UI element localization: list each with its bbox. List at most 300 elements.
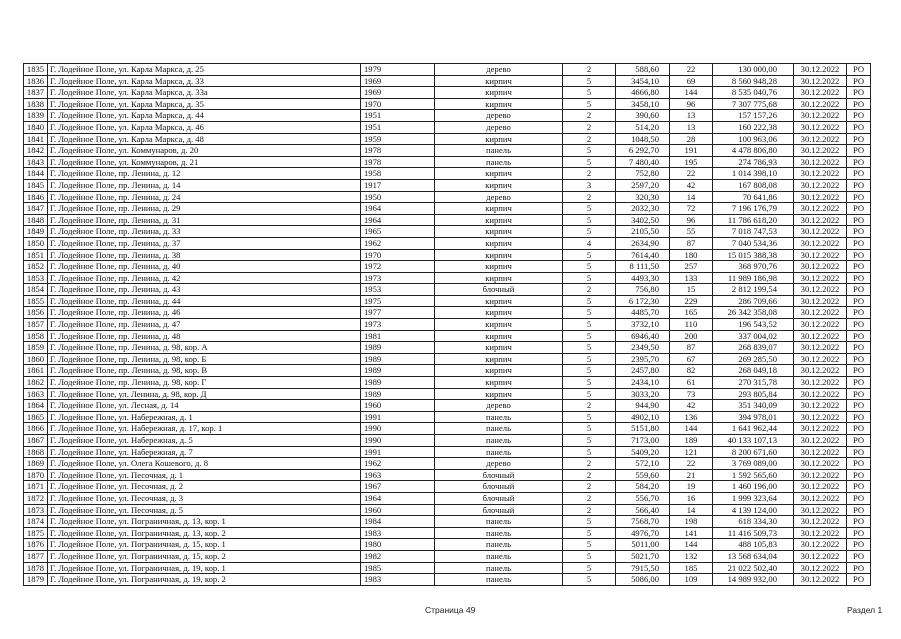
date-cell: 30.12.2022 (794, 330, 847, 342)
year-cell: 1985 (361, 562, 435, 574)
year-cell: 1984 (361, 516, 435, 528)
area-cell: 756,80 (616, 284, 670, 296)
date-cell: 30.12.2022 (794, 435, 847, 447)
address-cell: Г. Лодейное Поле, ул. Пограничная, д. 13, кор. 1 (48, 516, 361, 528)
table-row (24, 365, 871, 377)
apartments-cell: 195 (670, 156, 713, 168)
year-cell: 1978 (361, 156, 435, 168)
area-cell: 4493,30 (616, 272, 670, 284)
row-number-cell: 1844 (24, 168, 48, 180)
page-number: Страница 49 (425, 605, 476, 615)
row-number-cell: 1870 (24, 469, 48, 481)
table-row (24, 75, 871, 87)
table-row (24, 319, 871, 331)
region-cell: РО (847, 527, 871, 539)
year-cell: 1953 (361, 284, 435, 296)
area-cell: 559,60 (616, 469, 670, 481)
address-cell: Г. Лодейное Поле, ул. Пограничная, д. 19, кор. 1 (48, 562, 361, 574)
table-row (24, 504, 871, 516)
address-cell: Г. Лодейное Поле, пр. Ленина, д. 47 (48, 319, 361, 331)
date-cell: 30.12.2022 (794, 574, 847, 586)
material-cell: панель (435, 423, 563, 435)
area-cell: 584,20 (616, 481, 670, 493)
address-cell: Г. Лодейное Поле, пр. Ленина, д. 98, кор. Г (48, 377, 361, 389)
floors-cell: 5 (563, 203, 616, 215)
region-cell: РО (847, 64, 871, 76)
floors-cell: 5 (563, 226, 616, 238)
table-row (24, 214, 871, 226)
region-cell: РО (847, 307, 871, 319)
region-cell: РО (847, 284, 871, 296)
region-cell: РО (847, 261, 871, 273)
floors-cell: 2 (563, 458, 616, 470)
material-cell: кирпич (435, 272, 563, 284)
date-cell: 30.12.2022 (794, 516, 847, 528)
apartments-cell: 132 (670, 550, 713, 562)
cost-cell: 15 015 388,38 (713, 249, 794, 261)
material-cell: блочный (435, 481, 563, 493)
material-cell: панель (435, 516, 563, 528)
region-cell: РО (847, 75, 871, 87)
cost-cell: 157 157,26 (713, 110, 794, 122)
row-number-cell: 1857 (24, 319, 48, 331)
table-row (24, 98, 871, 110)
floors-cell: 5 (563, 214, 616, 226)
row-number-cell: 1858 (24, 330, 48, 342)
region-cell: РО (847, 168, 871, 180)
floors-cell: 5 (563, 145, 616, 157)
apartments-cell: 136 (670, 411, 713, 423)
region-cell: РО (847, 145, 871, 157)
region-cell: РО (847, 481, 871, 493)
date-cell: 30.12.2022 (794, 249, 847, 261)
material-cell: кирпич (435, 249, 563, 261)
region-cell: РО (847, 133, 871, 145)
apartments-cell: 87 (670, 342, 713, 354)
apartments-cell: 133 (670, 272, 713, 284)
year-cell: 1989 (361, 377, 435, 389)
area-cell: 2634,90 (616, 237, 670, 249)
floors-cell: 5 (563, 562, 616, 574)
floors-cell: 2 (563, 191, 616, 203)
cost-cell: 8 200 671,60 (713, 446, 794, 458)
area-cell: 7 480,40 (616, 156, 670, 168)
apartments-cell: 21 (670, 469, 713, 481)
address-cell: Г. Лодейное Поле, ул. Коммунаров, д. 20 (48, 145, 361, 157)
date-cell: 30.12.2022 (794, 469, 847, 481)
material-cell: кирпич (435, 330, 563, 342)
year-cell: 1951 (361, 110, 435, 122)
area-cell: 390,60 (616, 110, 670, 122)
row-number-cell: 1849 (24, 226, 48, 238)
cost-cell: 4 478 806,80 (713, 145, 794, 157)
table-row (24, 226, 871, 238)
table-row (24, 156, 871, 168)
date-cell: 30.12.2022 (794, 64, 847, 76)
apartments-cell: 185 (670, 562, 713, 574)
date-cell: 30.12.2022 (794, 539, 847, 551)
apartments-cell: 15 (670, 284, 713, 296)
table-row (24, 516, 871, 528)
floors-cell: 5 (563, 527, 616, 539)
table-row (24, 411, 871, 423)
year-cell: 1917 (361, 179, 435, 191)
date-cell: 30.12.2022 (794, 400, 847, 412)
region-cell: РО (847, 226, 871, 238)
row-number-cell: 1874 (24, 516, 48, 528)
cost-cell: 268 839,07 (713, 342, 794, 354)
region-cell: РО (847, 458, 871, 470)
apartments-cell: 16 (670, 492, 713, 504)
apartments-cell: 189 (670, 435, 713, 447)
apartments-cell: 14 (670, 191, 713, 203)
apartments-cell: 96 (670, 98, 713, 110)
table-row (24, 481, 871, 493)
apartments-cell: 14 (670, 504, 713, 516)
address-cell: Г. Лодейное Поле, ул. Песочная, д. 3 (48, 492, 361, 504)
row-number-cell: 1867 (24, 435, 48, 447)
floors-cell: 5 (563, 365, 616, 377)
apartments-cell: 191 (670, 145, 713, 157)
apartments-cell: 19 (670, 481, 713, 493)
floors-cell: 5 (563, 539, 616, 551)
floors-cell: 5 (563, 423, 616, 435)
address-cell: Г. Лодейное Поле, ул. Пограничная, д. 13, кор. 2 (48, 527, 361, 539)
area-cell: 2597,20 (616, 179, 670, 191)
region-cell: РО (847, 319, 871, 331)
row-number-cell: 1873 (24, 504, 48, 516)
apartments-cell: 82 (670, 365, 713, 377)
address-cell: Г. Лодейное Поле, ул. Песочная, д. 1 (48, 469, 361, 481)
area-cell: 2032,30 (616, 203, 670, 215)
material-cell: кирпич (435, 295, 563, 307)
cost-cell: 7 018 747,53 (713, 226, 794, 238)
row-number-cell: 1859 (24, 342, 48, 354)
cost-cell: 7 040 534,36 (713, 237, 794, 249)
region-cell: РО (847, 539, 871, 551)
date-cell: 30.12.2022 (794, 121, 847, 133)
row-number-cell: 1854 (24, 284, 48, 296)
material-cell: дерево (435, 110, 563, 122)
year-cell: 1973 (361, 319, 435, 331)
year-cell: 1970 (361, 98, 435, 110)
apartments-cell: 22 (670, 458, 713, 470)
row-number-cell: 1843 (24, 156, 48, 168)
row-number-cell: 1864 (24, 400, 48, 412)
apartments-cell: 141 (670, 527, 713, 539)
date-cell: 30.12.2022 (794, 168, 847, 180)
year-cell: 1962 (361, 237, 435, 249)
floors-cell: 2 (563, 492, 616, 504)
area-cell: 5086,00 (616, 574, 670, 586)
row-number-cell: 1865 (24, 411, 48, 423)
area-cell: 5011,00 (616, 539, 670, 551)
row-number-cell: 1876 (24, 539, 48, 551)
housing-table (23, 63, 871, 586)
year-cell: 1960 (361, 400, 435, 412)
apartments-cell: 257 (670, 261, 713, 273)
date-cell: 30.12.2022 (794, 261, 847, 273)
date-cell: 30.12.2022 (794, 110, 847, 122)
date-cell: 30.12.2022 (794, 237, 847, 249)
apartments-cell: 165 (670, 307, 713, 319)
floors-cell: 5 (563, 75, 616, 87)
material-cell: кирпич (435, 87, 563, 99)
cost-cell: 286 709,66 (713, 295, 794, 307)
year-cell: 1989 (361, 388, 435, 400)
row-number-cell: 1847 (24, 203, 48, 215)
year-cell: 1960 (361, 504, 435, 516)
cost-cell: 70 641,86 (713, 191, 794, 203)
material-cell: кирпич (435, 261, 563, 273)
floors-cell: 5 (563, 249, 616, 261)
year-cell: 1982 (361, 550, 435, 562)
date-cell: 30.12.2022 (794, 365, 847, 377)
area-cell: 2105,50 (616, 226, 670, 238)
cost-cell: 274 786,93 (713, 156, 794, 168)
material-cell: кирпич (435, 133, 563, 145)
row-number-cell: 1860 (24, 353, 48, 365)
region-cell: РО (847, 492, 871, 504)
area-cell: 3458,10 (616, 98, 670, 110)
cost-cell: 196 543,52 (713, 319, 794, 331)
address-cell: Г. Лодейное Поле, ул. Набережная, д. 5 (48, 435, 361, 447)
year-cell: 1964 (361, 492, 435, 504)
cost-cell: 8 560 948,28 (713, 75, 794, 87)
cost-cell: 368 970,76 (713, 261, 794, 273)
date-cell: 30.12.2022 (794, 179, 847, 191)
apartments-cell: 42 (670, 179, 713, 191)
region-cell: РО (847, 98, 871, 110)
row-number-cell: 1837 (24, 87, 48, 99)
material-cell: дерево (435, 400, 563, 412)
area-cell: 4485,70 (616, 307, 670, 319)
area-cell: 320,30 (616, 191, 670, 203)
table-row (24, 388, 871, 400)
date-cell: 30.12.2022 (794, 342, 847, 354)
cost-cell: 13 568 634,04 (713, 550, 794, 562)
floors-cell: 5 (563, 156, 616, 168)
row-number-cell: 1839 (24, 110, 48, 122)
table-row (24, 284, 871, 296)
apartments-cell: 144 (670, 423, 713, 435)
table-row (24, 353, 871, 365)
row-number-cell: 1866 (24, 423, 48, 435)
apartments-cell: 13 (670, 110, 713, 122)
cost-cell: 3 769 089,00 (713, 458, 794, 470)
area-cell: 8 111,50 (616, 261, 670, 273)
area-cell: 2395,70 (616, 353, 670, 365)
material-cell: кирпич (435, 98, 563, 110)
region-cell: РО (847, 435, 871, 447)
table-row (24, 203, 871, 215)
area-cell: 6 172,30 (616, 295, 670, 307)
year-cell: 1980 (361, 539, 435, 551)
address-cell: Г. Лодейное Поле, ул. Песочная, д. 2 (48, 481, 361, 493)
area-cell: 2349,50 (616, 342, 670, 354)
material-cell: кирпич (435, 319, 563, 331)
apartments-cell: 110 (670, 319, 713, 331)
date-cell: 30.12.2022 (794, 191, 847, 203)
cost-cell: 167 808,08 (713, 179, 794, 191)
table-row (24, 179, 871, 191)
year-cell: 1989 (361, 353, 435, 365)
address-cell: Г. Лодейное Поле, ул. Набережная, д. 1 (48, 411, 361, 423)
date-cell: 30.12.2022 (794, 446, 847, 458)
floors-cell: 2 (563, 168, 616, 180)
row-number-cell: 1878 (24, 562, 48, 574)
apartments-cell: 69 (670, 75, 713, 87)
address-cell: Г. Лодейное Поле, ул. Пограничная, д. 19, кор. 2 (48, 574, 361, 586)
region-cell: РО (847, 87, 871, 99)
year-cell: 1970 (361, 249, 435, 261)
area-cell: 752,80 (616, 168, 670, 180)
row-number-cell: 1845 (24, 179, 48, 191)
area-cell: 5021,70 (616, 550, 670, 562)
table-row (24, 307, 871, 319)
area-cell: 2457,80 (616, 365, 670, 377)
region-cell: РО (847, 249, 871, 261)
material-cell: кирпич (435, 214, 563, 226)
region-cell: РО (847, 121, 871, 133)
floors-cell: 2 (563, 469, 616, 481)
area-cell: 588,60 (616, 64, 670, 76)
area-cell: 4976,70 (616, 527, 670, 539)
cost-cell: 100 963,06 (713, 133, 794, 145)
cost-cell: 270 315,78 (713, 377, 794, 389)
address-cell: Г. Лодейное Поле, ул. Лесная, д. 14 (48, 400, 361, 412)
table-row (24, 110, 871, 122)
floors-cell: 5 (563, 272, 616, 284)
cost-cell: 7 196 176,79 (713, 203, 794, 215)
row-number-cell: 1842 (24, 145, 48, 157)
year-cell: 1991 (361, 446, 435, 458)
table-row (24, 550, 871, 562)
address-cell: Г. Лодейное Поле, пр. Ленина, д. 24 (48, 191, 361, 203)
area-cell: 3033,20 (616, 388, 670, 400)
date-cell: 30.12.2022 (794, 423, 847, 435)
material-cell: кирпич (435, 203, 563, 215)
row-number-cell: 1877 (24, 550, 48, 562)
address-cell: Г. Лодейное Поле, пр. Ленина, д. 12 (48, 168, 361, 180)
year-cell: 1965 (361, 226, 435, 238)
row-number-cell: 1850 (24, 237, 48, 249)
floors-cell: 2 (563, 133, 616, 145)
cost-cell: 618 334,30 (713, 516, 794, 528)
area-cell: 3454,10 (616, 75, 670, 87)
apartments-cell: 144 (670, 87, 713, 99)
row-number-cell: 1855 (24, 295, 48, 307)
table-row (24, 168, 871, 180)
address-cell: Г. Лодейное Поле, пр. Ленина, д. 38 (48, 249, 361, 261)
row-number-cell: 1863 (24, 388, 48, 400)
cost-cell: 21 022 502,40 (713, 562, 794, 574)
material-cell: панель (435, 527, 563, 539)
date-cell: 30.12.2022 (794, 353, 847, 365)
area-cell: 514,20 (616, 121, 670, 133)
apartments-cell: 200 (670, 330, 713, 342)
table-row (24, 249, 871, 261)
floors-cell: 5 (563, 377, 616, 389)
area-cell: 7915,50 (616, 562, 670, 574)
material-cell: кирпич (435, 75, 563, 87)
address-cell: Г. Лодейное Поле, ул. Карла Маркса, д. 46 (48, 121, 361, 133)
material-cell: дерево (435, 458, 563, 470)
row-number-cell: 1840 (24, 121, 48, 133)
year-cell: 1973 (361, 272, 435, 284)
material-cell: кирпич (435, 353, 563, 365)
table-body (24, 64, 871, 586)
apartments-cell: 109 (670, 574, 713, 586)
apartments-cell: 198 (670, 516, 713, 528)
region-cell: РО (847, 411, 871, 423)
area-cell: 5409,20 (616, 446, 670, 458)
cost-cell: 11 416 509,73 (713, 527, 794, 539)
region-cell: РО (847, 214, 871, 226)
address-cell: Г. Лодейное Поле, пр. Ленина, д. 40 (48, 261, 361, 273)
region-cell: РО (847, 330, 871, 342)
area-cell: 5151,80 (616, 423, 670, 435)
table-row (24, 574, 871, 586)
floors-cell: 2 (563, 110, 616, 122)
material-cell: кирпич (435, 307, 563, 319)
area-cell: 6946,40 (616, 330, 670, 342)
floors-cell: 5 (563, 261, 616, 273)
floors-cell: 2 (563, 64, 616, 76)
apartments-cell: 96 (670, 214, 713, 226)
cost-cell: 394 978,01 (713, 411, 794, 423)
area-cell: 3402,50 (616, 214, 670, 226)
table-row (24, 330, 871, 342)
address-cell: Г. Лодейное Поле, пр. Ленина, д. 46 (48, 307, 361, 319)
cost-cell: 351 340,09 (713, 400, 794, 412)
table-row (24, 272, 871, 284)
material-cell: кирпич (435, 168, 563, 180)
region-cell: РО (847, 237, 871, 249)
area-cell: 7614,40 (616, 249, 670, 261)
row-number-cell: 1836 (24, 75, 48, 87)
material-cell: панель (435, 156, 563, 168)
cost-cell: 11 786 618,20 (713, 214, 794, 226)
row-number-cell: 1872 (24, 492, 48, 504)
apartments-cell: 144 (670, 539, 713, 551)
address-cell: Г. Лодейное Поле, пр. Ленина, д. 29 (48, 203, 361, 215)
year-cell: 1978 (361, 145, 435, 157)
floors-cell: 5 (563, 435, 616, 447)
apartments-cell: 72 (670, 203, 713, 215)
floors-cell: 3 (563, 179, 616, 191)
region-cell: РО (847, 272, 871, 284)
floors-cell: 5 (563, 295, 616, 307)
cost-cell: 130 000,00 (713, 64, 794, 76)
year-cell: 1969 (361, 75, 435, 87)
year-cell: 1969 (361, 87, 435, 99)
cost-cell: 7 307 775,68 (713, 98, 794, 110)
area-cell: 7568,70 (616, 516, 670, 528)
material-cell: блочный (435, 504, 563, 516)
floors-cell: 5 (563, 550, 616, 562)
row-number-cell: 1835 (24, 64, 48, 76)
region-cell: РО (847, 504, 871, 516)
area-cell: 572,10 (616, 458, 670, 470)
row-number-cell: 1868 (24, 446, 48, 458)
material-cell: панель (435, 411, 563, 423)
date-cell: 30.12.2022 (794, 481, 847, 493)
address-cell: Г. Лодейное Поле, ул. Карла Маркса, д. 25 (48, 64, 361, 76)
region-cell: РО (847, 423, 871, 435)
region-cell: РО (847, 353, 871, 365)
material-cell: кирпич (435, 226, 563, 238)
